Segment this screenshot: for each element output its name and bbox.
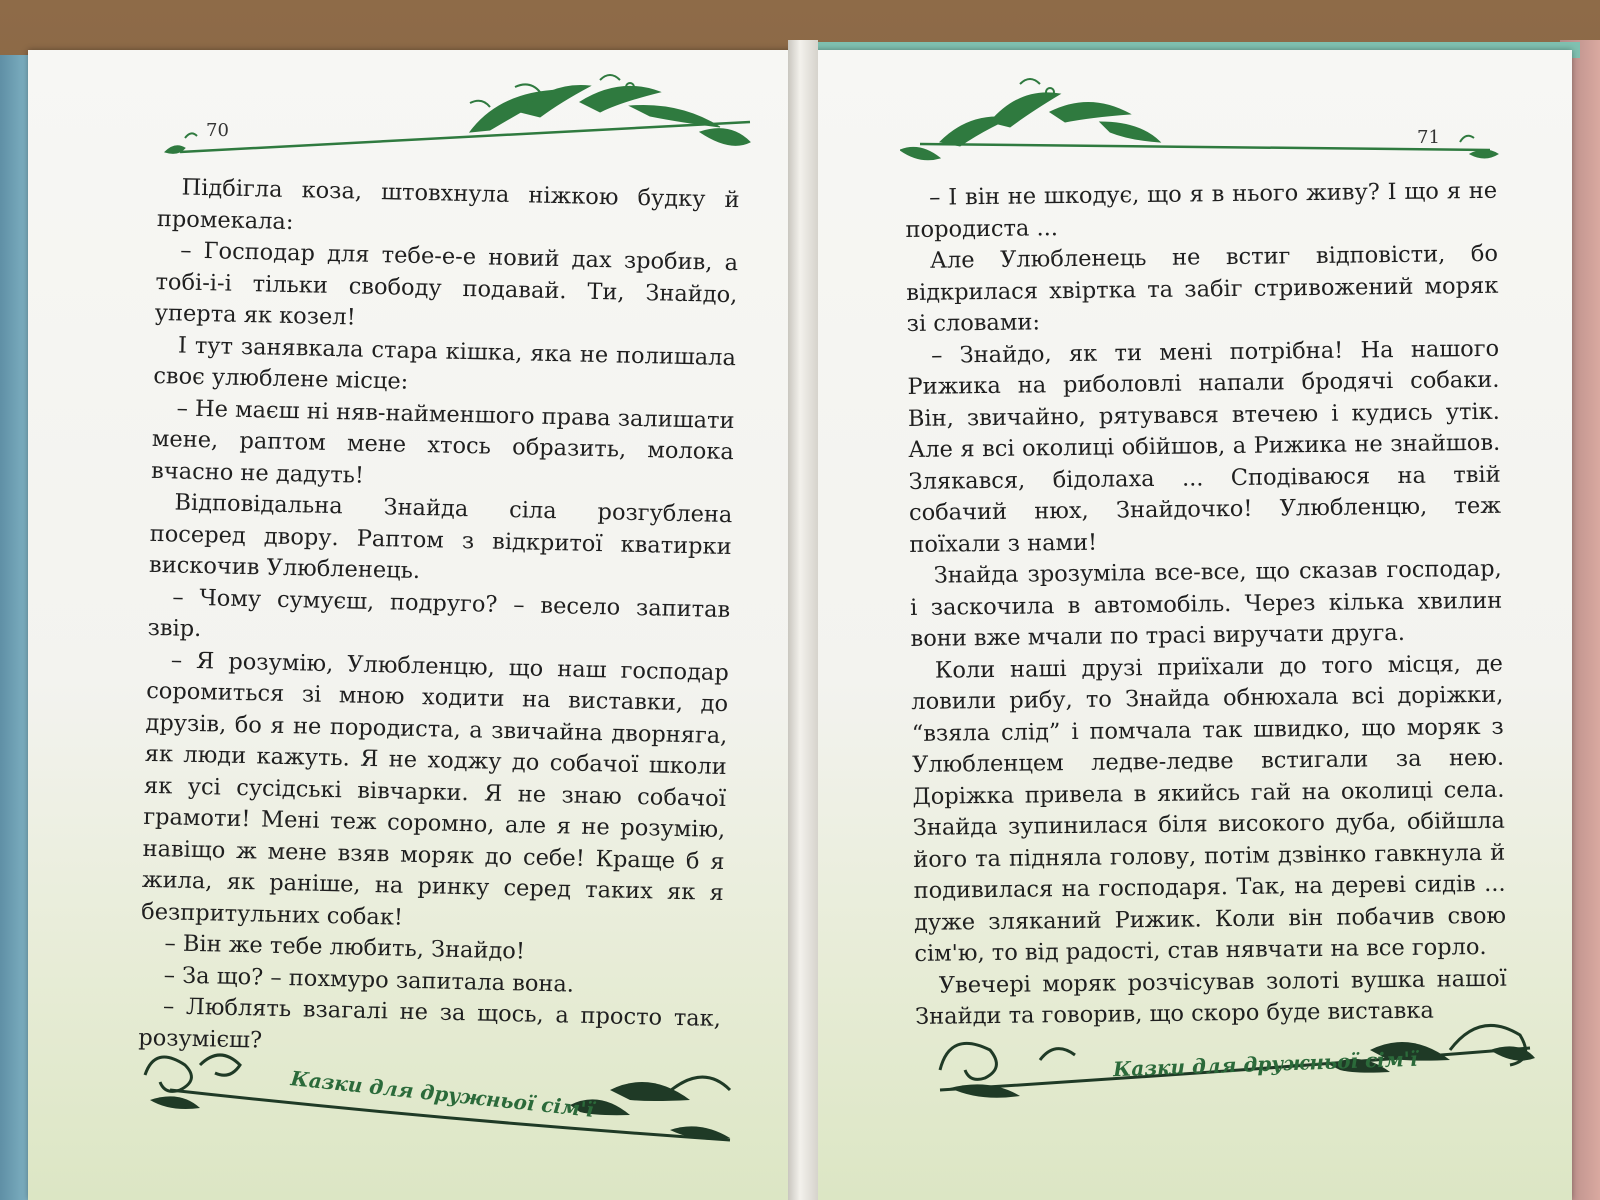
paragraph: – Господар для тебе-е-е новий дах зробив, а тобі-і-і тільки свободу подавай. Ти, Знайдо, уперта як козел! xyxy=(154,237,739,331)
page-number-right: 71 xyxy=(1417,127,1440,148)
paragraph: – Я розумію, Улюбленцю, що наш господар соромиться зі мною ходити на виставки, до друзів, бо я не породиста, а звичайна дворняга, як люди кажуть. Я не ходжу до собачої школи як усі сусідські вівчарки. Я не знаю собачої грамоти! Мені теж соромно, але я не розумію, навіщо ж мене взяв моряк до себе! Краще б я жила, як раніше, на ринку серед таких як я безпритульних собак! xyxy=(140,646,730,931)
paragraph: – Знайдо, як ти мені потрібна! На нашого Рижика на риболовлі напали бродячі собаки. Він, звичайно, рятувався втечею і кудись утік. Але я всі околиці обійшов, а Рижика не знайшов. Злякався, бідолаха ... Сподіваюся на твій собачий нюх, Знайдочко! Улюбленцю, теж поїхали з нами! xyxy=(907,335,1502,558)
left-page-text xyxy=(138,172,740,1067)
paragraph: Коли наші друзі приїхали до того місця, де ловили рибу, то Знайда обнюхала всі доріжки, “взяла слід” і помчала так швидко, що моряк з Улюбленцем ледве-ледве встигали за нею. Доріжка привела в якийсь гай на околиці села. Знайда зупинилася біля високого дуба, обійшла його та підняла голову, потім дзвінко гавкнула й подивилася на господаря. Так, на дереві сидів ... дуже зляканий Рижик. Коли він побачив свою сім'ю, то від радості, став нявчати на все горло. xyxy=(911,650,1507,967)
paragraph: Увечері моряк розчісував золоті вушка нашої Знайди та говорив, що скоро буде виставка xyxy=(915,965,1507,1030)
paragraph: Підбігла коза, штовхнула ніжкою будку й промекала: xyxy=(156,174,740,235)
paragraph: – І він не шкодує, що я в нього живу? І що я не породиста ... xyxy=(905,177,1498,243)
series-title-right: Казки для дружньої сім'ї xyxy=(1112,1046,1418,1082)
paragraph: Відповідальна Знайда сіла розгублена посеред двору. Раптом з відкритої кватирки вискочив Улюбленець. xyxy=(148,489,733,585)
series-title-left: Казки для дружньої сім'ї xyxy=(289,1066,595,1122)
paragraph: І тут занявкала стара кішка, яка не полишала своє улюблене місце: xyxy=(153,332,737,395)
right-page-text xyxy=(905,176,1507,1034)
paragraph: Але Улюбленець не встиг відповісти, бо відкрилася хвіртка та забіг стривожений моряк зі словами: xyxy=(906,240,1499,337)
book-spine xyxy=(788,40,818,1200)
paragraph: – Люблять взагалі не за щось, а просто так, розумієш? xyxy=(138,993,722,1054)
paragraph: – Не маєш ні няв-найменшого права залишати мене, раптом мене хтось образить, молока вчасно не дадуть! xyxy=(150,394,735,489)
paragraph: – Він же тебе любить, Знайдо! xyxy=(164,930,526,965)
header-ornament-left-icon xyxy=(160,72,760,172)
paragraph: – Чому сумуєш, подруго? – весело запитав звір. xyxy=(147,583,731,643)
page-number-left: 70 xyxy=(206,120,229,141)
paragraph: Знайда зрозуміла все-все, що сказав господар, і заскочила в автомобіль. Через кілька хвилин вони вже мчали по трасі виручати друга. xyxy=(910,555,1503,652)
header-ornament-right-icon xyxy=(900,72,1500,172)
paragraph: – За що? – похмуро запитала вона. xyxy=(163,961,575,998)
